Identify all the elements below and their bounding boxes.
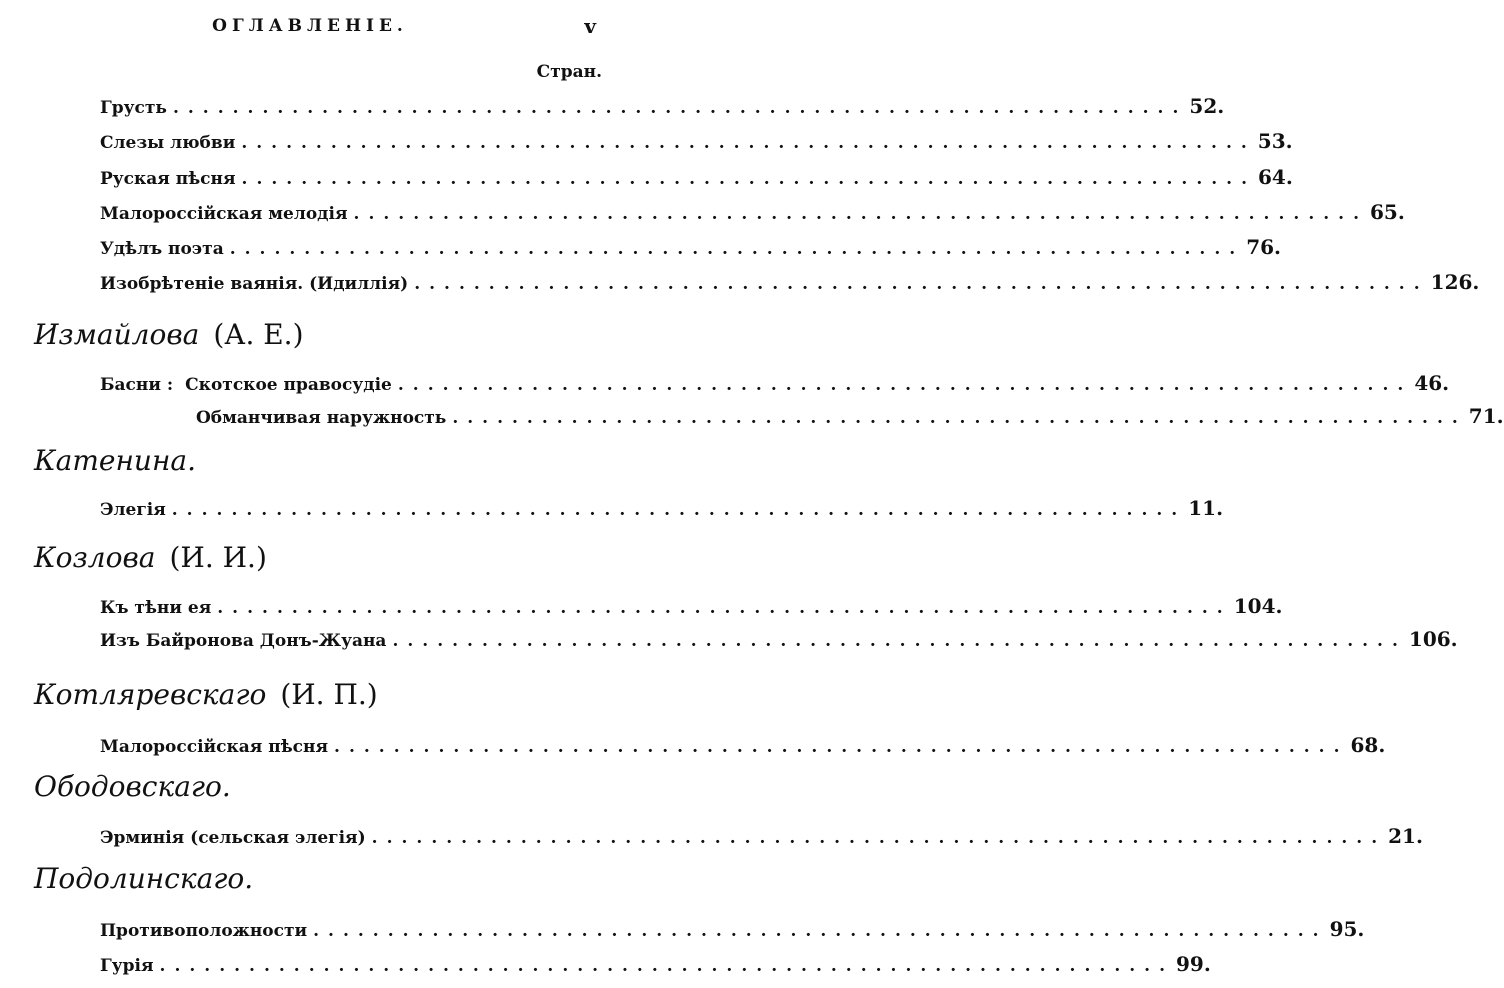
- toc-entry: [100, 594, 1283, 620]
- toc-entry: [100, 129, 1293, 155]
- entry-title: Малороссійская мелодія: [100, 204, 348, 224]
- entry-title: Элегія: [100, 500, 166, 520]
- author-initials: (И. И.): [169, 541, 267, 574]
- entry-title: Малороссійская пѣсня: [100, 737, 329, 757]
- entry-title: Слезы любви: [100, 133, 236, 153]
- leader-dots: ....................................................................: [397, 375, 1413, 395]
- toc-entry: [100, 627, 1458, 653]
- entry-title: Скотское правосудіе: [185, 375, 392, 395]
- author-heading: [34, 541, 267, 581]
- entry-page: 76.: [1246, 235, 1281, 259]
- author-heading: [34, 862, 253, 902]
- toc-entry: [100, 824, 1423, 850]
- toc-entry: [100, 235, 1281, 261]
- entry-title: Грусть: [100, 98, 167, 118]
- leader-dots: ....................................................................: [392, 631, 1407, 651]
- leader-dots: ....................................................................: [172, 98, 1188, 118]
- entry-title: Руская пѣсня: [100, 169, 236, 189]
- toc-entry: [100, 371, 1450, 397]
- entry-page: 52.: [1189, 94, 1225, 118]
- entry-page: 126.: [1430, 270, 1480, 294]
- entry-title: Удѣлъ поэта: [100, 239, 224, 259]
- entry-page: 65.: [1370, 200, 1405, 224]
- entry-page: 21.: [1388, 824, 1423, 848]
- author-initials: (И. П.): [280, 678, 378, 711]
- leader-dots: ....................................................................: [452, 408, 1467, 428]
- author-heading: [34, 444, 196, 484]
- leader-dots: ....................................................................: [371, 828, 1387, 848]
- author-name: Катенина.: [34, 444, 196, 477]
- entry-title: Къ тѣни ея: [100, 598, 212, 618]
- page-title: ОГЛАВЛЕНІЕ.: [212, 16, 408, 36]
- author-initials: (А. Е.): [213, 318, 304, 351]
- entry-page: 99.: [1176, 952, 1211, 976]
- entry-prefix: Басни :: [100, 375, 174, 395]
- entry-page: 64.: [1258, 165, 1293, 189]
- leader-dots: ....................................................................: [334, 737, 1349, 757]
- author-name: Ободовскаго.: [34, 770, 231, 803]
- page-number: v: [584, 14, 596, 38]
- entry-page: 53.: [1257, 129, 1293, 153]
- entry-title: Эрминія (сельская элегія): [100, 828, 366, 848]
- toc-entry: [100, 952, 1211, 978]
- toc-entry: [100, 917, 1365, 943]
- leader-dots: ....................................................................: [241, 133, 1256, 153]
- author-heading: [34, 318, 304, 358]
- entry-title: Изобрѣтеніе ваянія. (Идиллія): [100, 274, 409, 294]
- entry-title: Противоположности: [100, 921, 308, 941]
- toc-entry: [100, 496, 1224, 522]
- entry-page: 68.: [1350, 733, 1386, 757]
- leader-dots: ....................................................................: [241, 169, 1257, 189]
- leader-dots: ....................................................................: [217, 598, 1232, 618]
- leader-dots: ....................................................................: [229, 239, 1245, 259]
- page-column-label: Стран.: [536, 62, 602, 82]
- toc-entry: [100, 200, 1405, 226]
- entry-page: 95.: [1329, 917, 1365, 941]
- author-heading: [34, 770, 231, 810]
- toc-entry: [100, 165, 1293, 191]
- leader-dots: ....................................................................: [414, 274, 1429, 294]
- author-name: Козлова: [34, 541, 156, 574]
- toc-entry: [100, 270, 1480, 296]
- entry-page: 46.: [1414, 371, 1450, 395]
- entry-page: 11.: [1188, 496, 1224, 520]
- leader-dots: ....................................................................: [159, 956, 1174, 976]
- author-name: Измайлова: [34, 318, 200, 351]
- entry-title: Обманчивая наружность: [196, 408, 447, 428]
- leader-dots: ....................................................................: [353, 204, 1368, 224]
- leader-dots: ....................................................................: [171, 500, 1187, 520]
- entry-page: 71.: [1468, 404, 1504, 428]
- author-name: Подолинскаго.: [34, 862, 254, 895]
- entry-page: 106.: [1408, 627, 1458, 651]
- toc-entry: [100, 94, 1225, 120]
- entry-title: Гурія: [100, 956, 154, 976]
- entry-page: 104.: [1233, 594, 1283, 618]
- toc-entry: [196, 404, 1504, 430]
- entry-title: Изъ Байронова Донъ-Жуана: [100, 631, 387, 651]
- leader-dots: ....................................................................: [313, 921, 1328, 941]
- author-heading: [34, 678, 378, 718]
- page-header: [0, 12, 620, 42]
- toc-entry: [100, 733, 1386, 759]
- author-name: Котляревскаго: [34, 678, 267, 711]
